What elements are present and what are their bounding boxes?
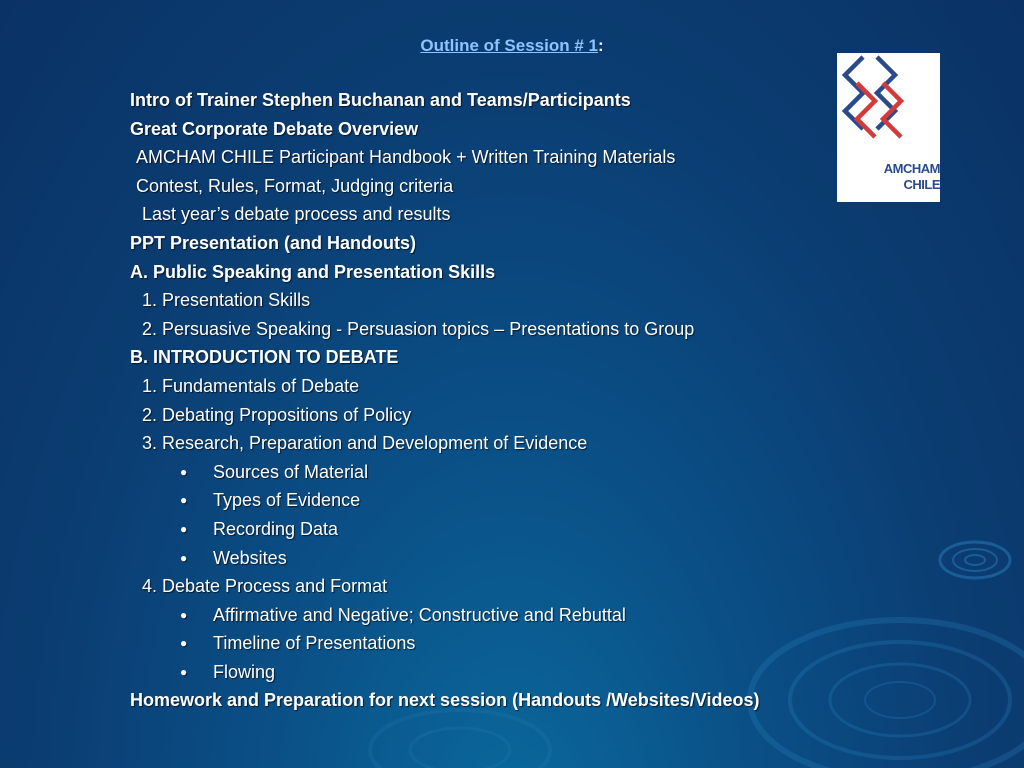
outline-item: 4. Debate Process and Format [142,576,388,597]
bullet-icon: ● [180,521,188,536]
outline-bullet-item [130,544,870,573]
outline-item: B. INTRODUCTION TO DEBATE [130,347,399,368]
bullet-text: Sources of Material [213,461,369,482]
session-outline [130,86,870,715]
bullet-text: Affirmative and Negative; Constructive and Rebuttal [213,604,626,625]
outline-bullet-item [130,658,870,687]
bullet-icon: ● [180,607,188,622]
outline-item: PPT Presentation (and Handouts) [130,232,417,253]
amcham-chile-logo [837,53,940,202]
outline-item: Last year’s debate process and results [142,204,451,225]
outline-bullet-item [130,515,870,544]
bullet-icon: ● [180,493,188,508]
bullet-icon: ● [180,664,188,679]
logo-text-chile: CHILE [903,177,940,192]
outline-item: 1. Presentation Skills [142,290,311,311]
title-suffix: : [597,36,604,55]
outline-item: 2. Persuasive Speaking - Persuasion topics – Presentations to Group [142,318,695,339]
bullet-icon: ● [180,550,188,565]
outline-bullet-item [130,458,870,487]
bullet-text: Types of Evidence [213,490,361,511]
outline-item: Intro of Trainer Stephen Buchanan and Teams/Participants [130,90,631,110]
outline-item: 2. Debating Propositions of Policy [142,404,412,425]
outline-item: Great Corporate Debate Overview [130,118,419,139]
title-link[interactable]: Outline of Session # 1 [420,36,598,55]
outline-item: AMCHAM CHILE Participant Handbook + Written Training Materials [136,147,676,168]
outline-item: Homework and Preparation for next session (Handouts /Websites/Videos) [130,690,760,711]
bullet-icon: ● [180,636,188,651]
bullet-text: Flowing [213,661,276,682]
bullet-text: Websites [213,547,287,568]
outline-bullet-item [130,629,870,658]
outline-bullet-item [130,486,870,515]
bullet-text: Recording Data [213,518,339,539]
outline-bullet-item [130,601,870,630]
outline-item: 3. Research, Preparation and Development of Evidence [142,433,588,454]
bullet-text: Timeline of Presentations [213,633,416,654]
bullet-icon: ● [180,464,188,479]
outline-item: Contest, Rules, Format, Judging criteria [136,175,454,196]
outline-item: A. Public Speaking and Presentation Skills [130,261,496,282]
outline-item: 1. Fundamentals of Debate [142,375,360,396]
logo-text-amcham: AMCHAM [883,161,940,176]
